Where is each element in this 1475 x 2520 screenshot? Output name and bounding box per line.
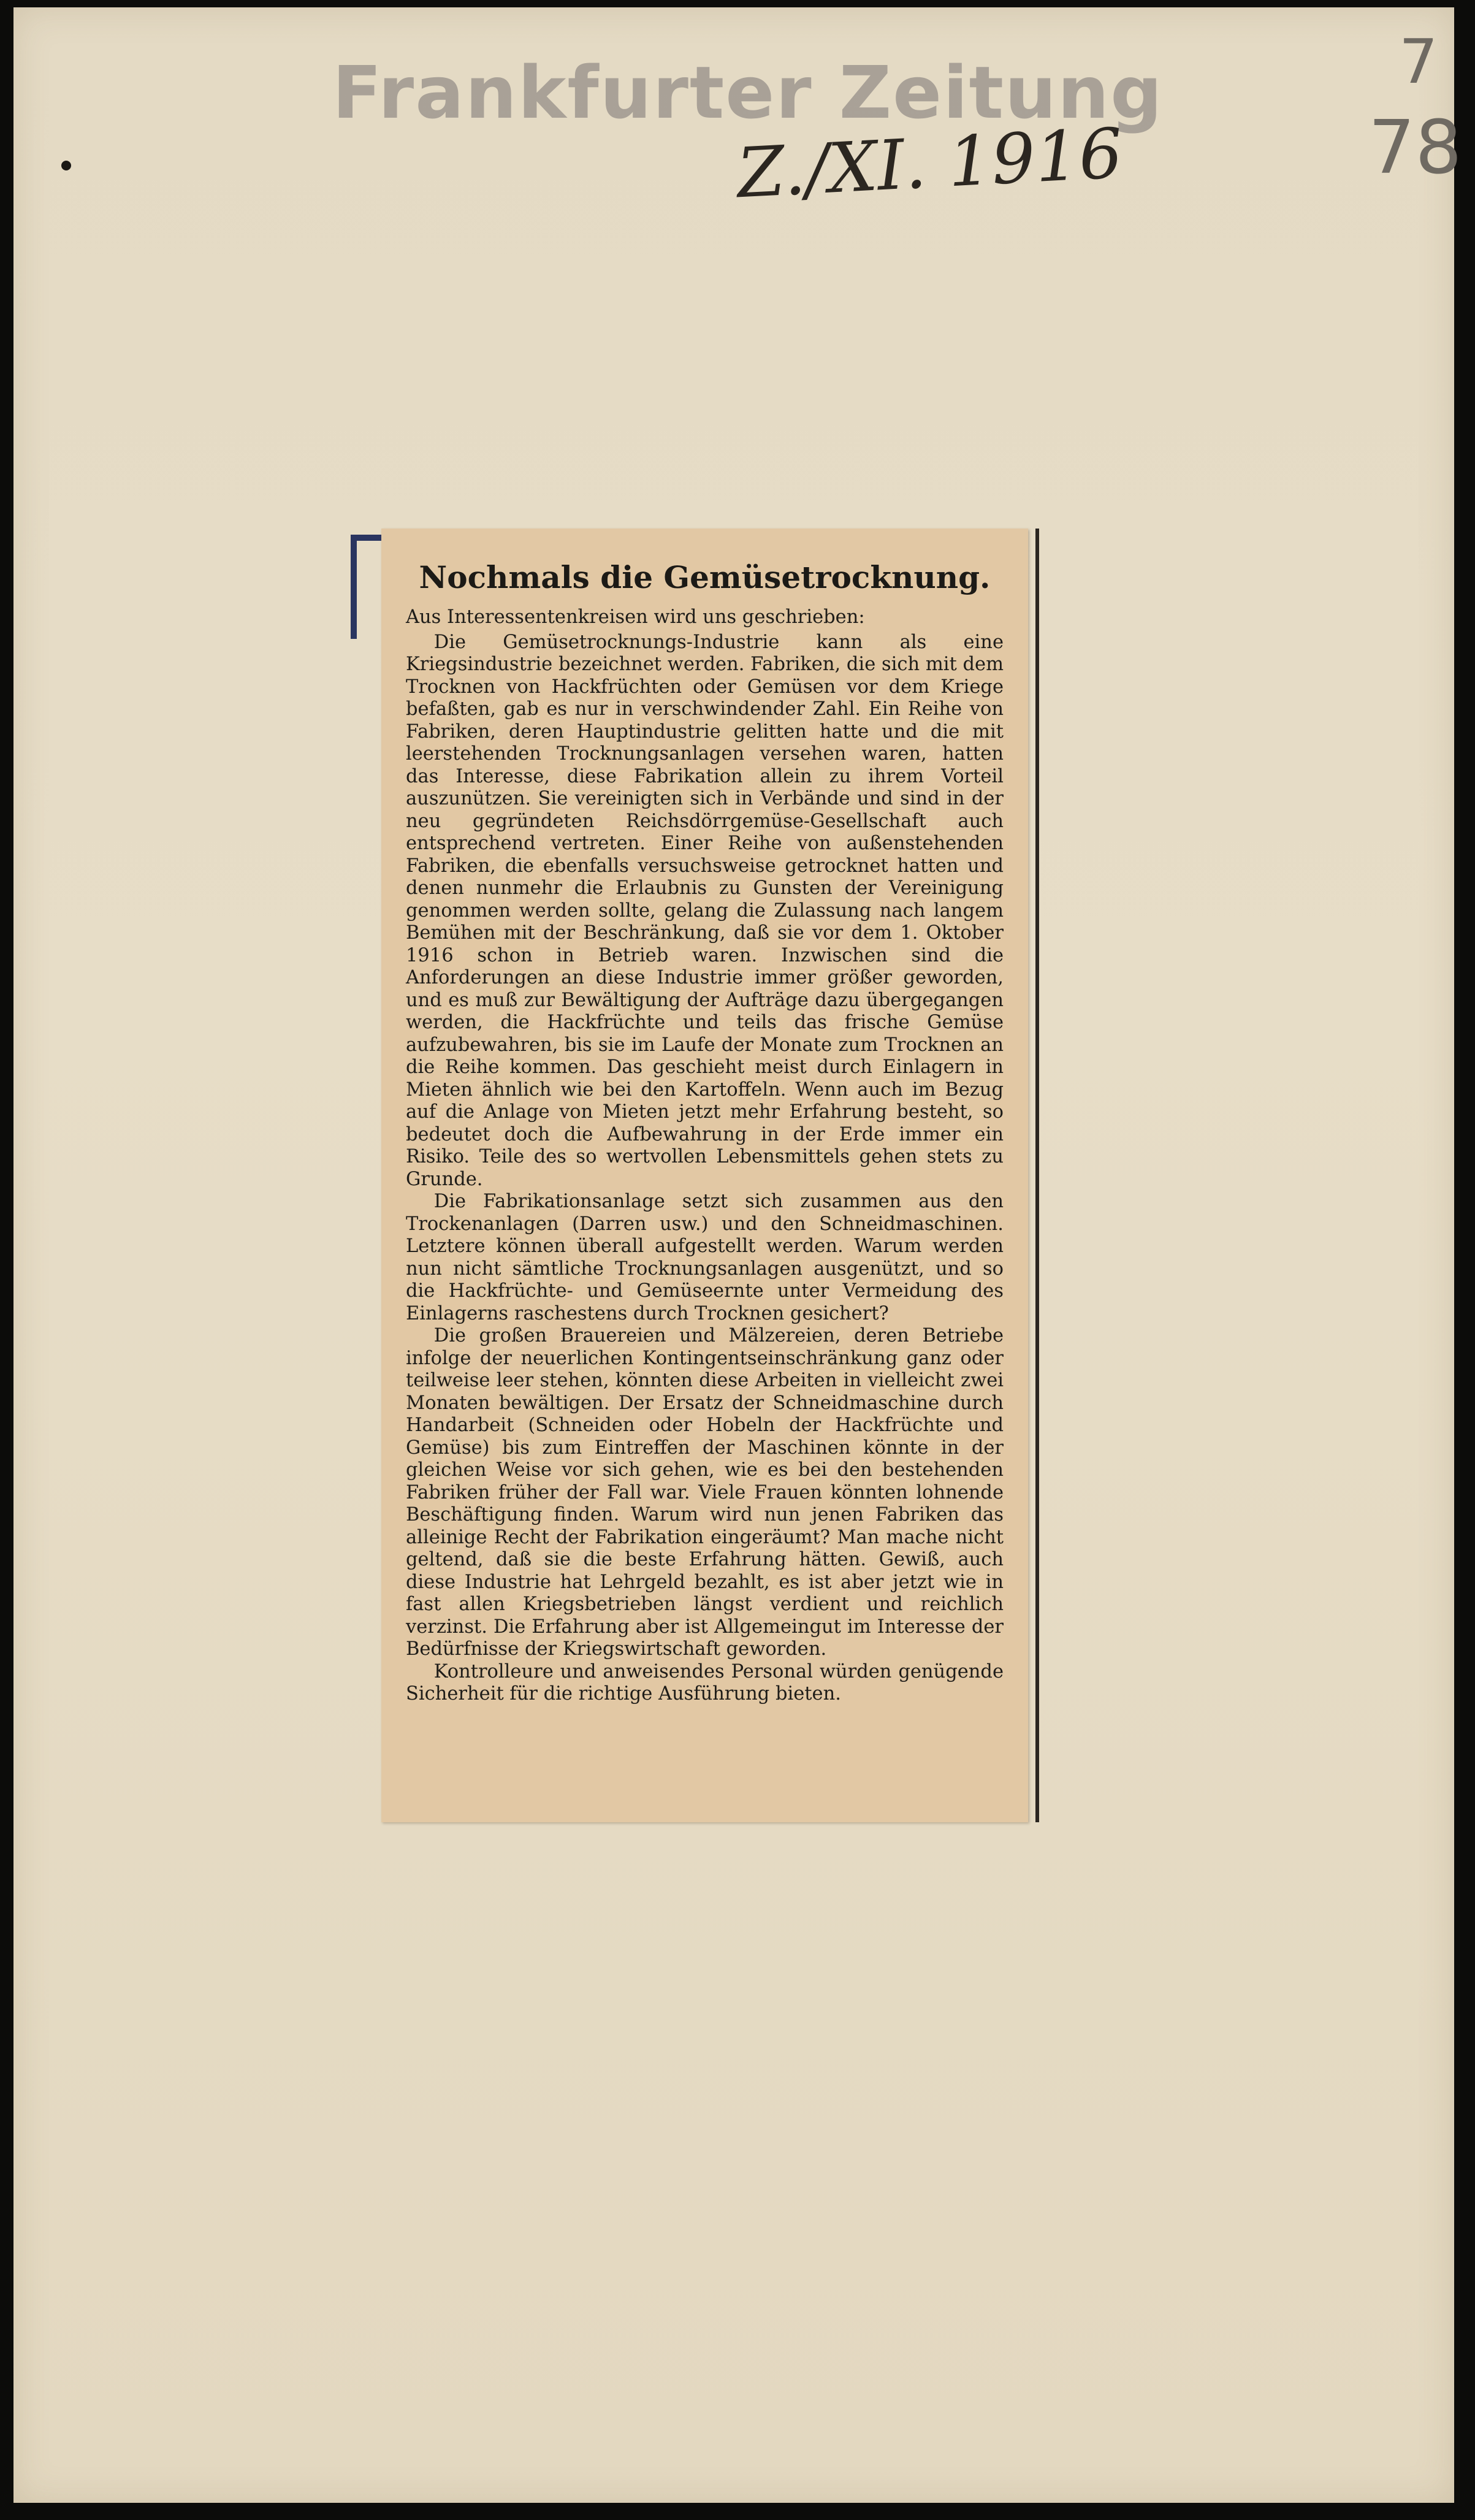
article-paragraph: Die Fabrikationsanlage setzt sich zusammen aus den Trockenanlagen (Darren usw.) und den Schneidmaschinen. Letztere können überall aufgestellt werden. Warum werden nun nicht sämtliche Trocknungsanlagen ausgenützt, und so die Hackfrüchte- und Gemüseernte unter Vermeidung des Einlagerns raschestens durch Trocknen gesichert?	[406, 1191, 1004, 1324]
blue-pencil-bracket	[351, 535, 381, 639]
handwritten-date: Z./XI. 1916	[735, 113, 1125, 214]
clipping-edge	[1035, 529, 1039, 1822]
article-body	[381, 606, 1028, 1706]
newspaper-stamp: Frankfurter Zeitung	[332, 50, 1164, 135]
pencil-mark-top: 7	[1399, 26, 1438, 97]
archive-sheet	[13, 7, 1462, 2503]
punch-dot	[61, 161, 71, 170]
article-intro: Aus Interessentenkreisen wird uns geschrieben:	[406, 606, 865, 628]
newspaper-clipping	[381, 529, 1028, 1822]
article-title: Nochmals die Gemüsetrocknung.	[419, 559, 991, 595]
article-paragraph: Die Gemüsetrocknungs-Industrie kann als eine Kriegsindustrie bezeichnet werden. Fabriken, die sich mit dem Trocknen von Hackfrüchten oder Gemüsen vor dem Kriege befaßten, gab es nur in verschwindender Zahl. Ein Reihe von Fabriken, deren Hauptindustrie gelitten hatte und die mit leerstehenden Trocknungsanlagen versehen waren, hatten das Interesse, diese Fabrikation allein zu ihrem Vorteil auszunützen. Sie vereinigten sich in Verbände und sind in der neu gegründeten Reichsdörrgemüse-Gesellschaft auch entsprechend vertreten. Einer Reihe von außenstehenden Fabriken, die ebenfalls versuchsweise getrocknet hatten und denen nunmehr die Erlaubnis zu Gunsten der Vereinigung genommen werden sollte, gelang die Zulassung nach langem Bemühen mit der Beschränkung, daß sie vor dem 1. Oktober 1916 schon in Betrieb waren. Inzwischen sind die Anforderungen an diese Industrie immer größer geworden, und es muß zur Bewältigung der Aufträge dazu übergegangen werden, die Hackfrüchte und teils das frische Gemüse aufzubewahren, bis sie im Laufe der Monate zum Trocknen an die Reihe kommen. Das geschieht meist durch Einlagern in Mieten ähnlich wie bei den Kartoffeln. Wenn auch im Bezug auf die Anlage von Mieten jetzt mehr Erfahrung besteht, so bedeutet doch die Aufbewahrung in der Erde immer ein Risiko. Teile des so wertvollen Lebensmittels gehen stets zu Grunde.	[406, 631, 1004, 1190]
article-paragraph: Kontrolleure und anweisendes Personal würden genügende Sicherheit für die richtige Ausführung bieten.	[406, 1660, 1004, 1705]
pencil-mark-folio: 78	[1368, 105, 1462, 191]
article-paragraph: Die großen Brauereien und Mälzereien, deren Betriebe infolge der neuerlichen Kontingentseinschränkung ganz oder teilweise leer stehen, könnten diese Arbeiten in vielleicht zwei Monaten bewältigen. Der Ersatz der Schneidmaschine durch Handarbeit (Schneiden oder Hobeln der Hackfrüchte und Gemüse) bis zum Eintreffen der Maschinen könnte in der gleichen Weise vor sich gehen, wie es bei den bestehenden Fabriken früher der Fall war. Viele Frauen könnten lohnende Beschäftigung finden. Warum wird nun jenen Fabriken das alleinige Recht der Fabrikation eingeräumt? Man mache nicht geltend, daß sie die beste Erfahrung hätten. Gewiß, auch diese Industrie hat Lehrgeld bezahlt, es ist aber jetzt wie in fast allen Kriegsbetrieben längst verdient und reichlich verzinst. Die Erfahrung aber ist Allgemeingut im Interesse der Bedürfnisse der Kriegswirtschaft geworden.	[406, 1325, 1004, 1660]
